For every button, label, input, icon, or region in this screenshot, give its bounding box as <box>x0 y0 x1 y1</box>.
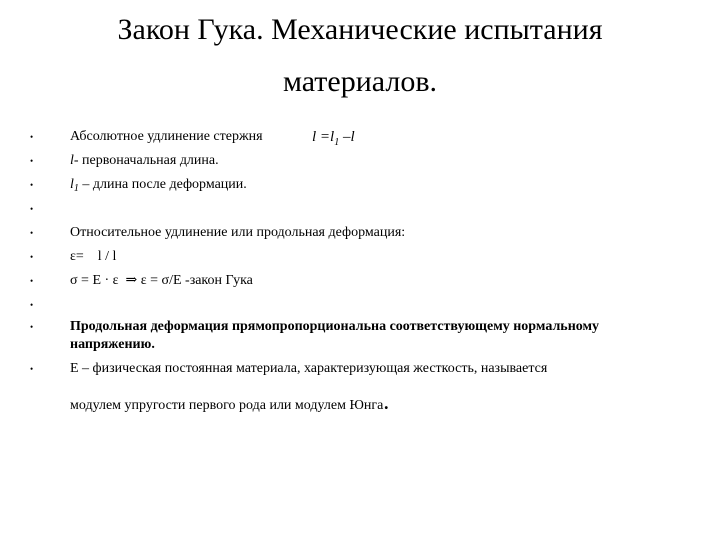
bullet-icon: • <box>30 252 34 262</box>
young-modulus-text-line-1: E – физическая постоянная материала, характеризующая жесткость, называется <box>70 361 548 376</box>
proportionality-text-line-1: Продольная деформация прямопропорциональна соответствующему нормальному <box>70 319 600 334</box>
relative-elongation-text: Относительное удлинение или продольная деформация: <box>70 225 406 240</box>
slide-title-line-1: Закон Гука. Механические испытания <box>117 13 603 46</box>
bullet-icon: • <box>30 132 34 142</box>
bullet-icon: • <box>30 276 34 286</box>
initial-length-text <box>70 151 219 171</box>
bullet-icon: • <box>30 322 34 332</box>
formula-main: l =l <box>312 129 335 145</box>
young-modulus-text-line-2 <box>70 389 390 416</box>
variable-l: l <box>70 177 74 192</box>
young-modulus-text: модулем упругости первого рода или модулем Юнга <box>70 398 384 413</box>
bullet-icon: • <box>30 228 34 238</box>
bullet-icon: • <box>30 300 34 310</box>
young-modulus-period: . <box>383 389 390 415</box>
initial-length-desc: - первоначальная длина. <box>73 153 219 168</box>
bullet-icon: • <box>30 204 34 214</box>
bullet-icon: • <box>30 364 34 374</box>
variable-subscript: 1 <box>73 183 79 194</box>
proportionality-text-line-2: напряжению. <box>70 337 155 352</box>
hooke-law-text: σ = E · ε ⇒ ε = σ/E -закон Гука <box>70 273 253 288</box>
deformed-length-text <box>70 175 247 199</box>
formula-tail: –l <box>339 129 355 145</box>
variable-l: l <box>70 153 74 168</box>
bullet-icon: • <box>30 156 34 166</box>
formula-subscript: 1 <box>334 137 340 148</box>
bullet-icon: • <box>30 180 34 190</box>
strain-formula-text: ε= l / l <box>70 249 117 264</box>
slide-title-line-2: материалов. <box>282 65 437 98</box>
absolute-elongation-text: Абсолютное удлинение стержня <box>70 129 263 144</box>
absolute-elongation-formula <box>312 127 355 153</box>
deformed-length-desc: – длина после деформации. <box>78 177 247 192</box>
